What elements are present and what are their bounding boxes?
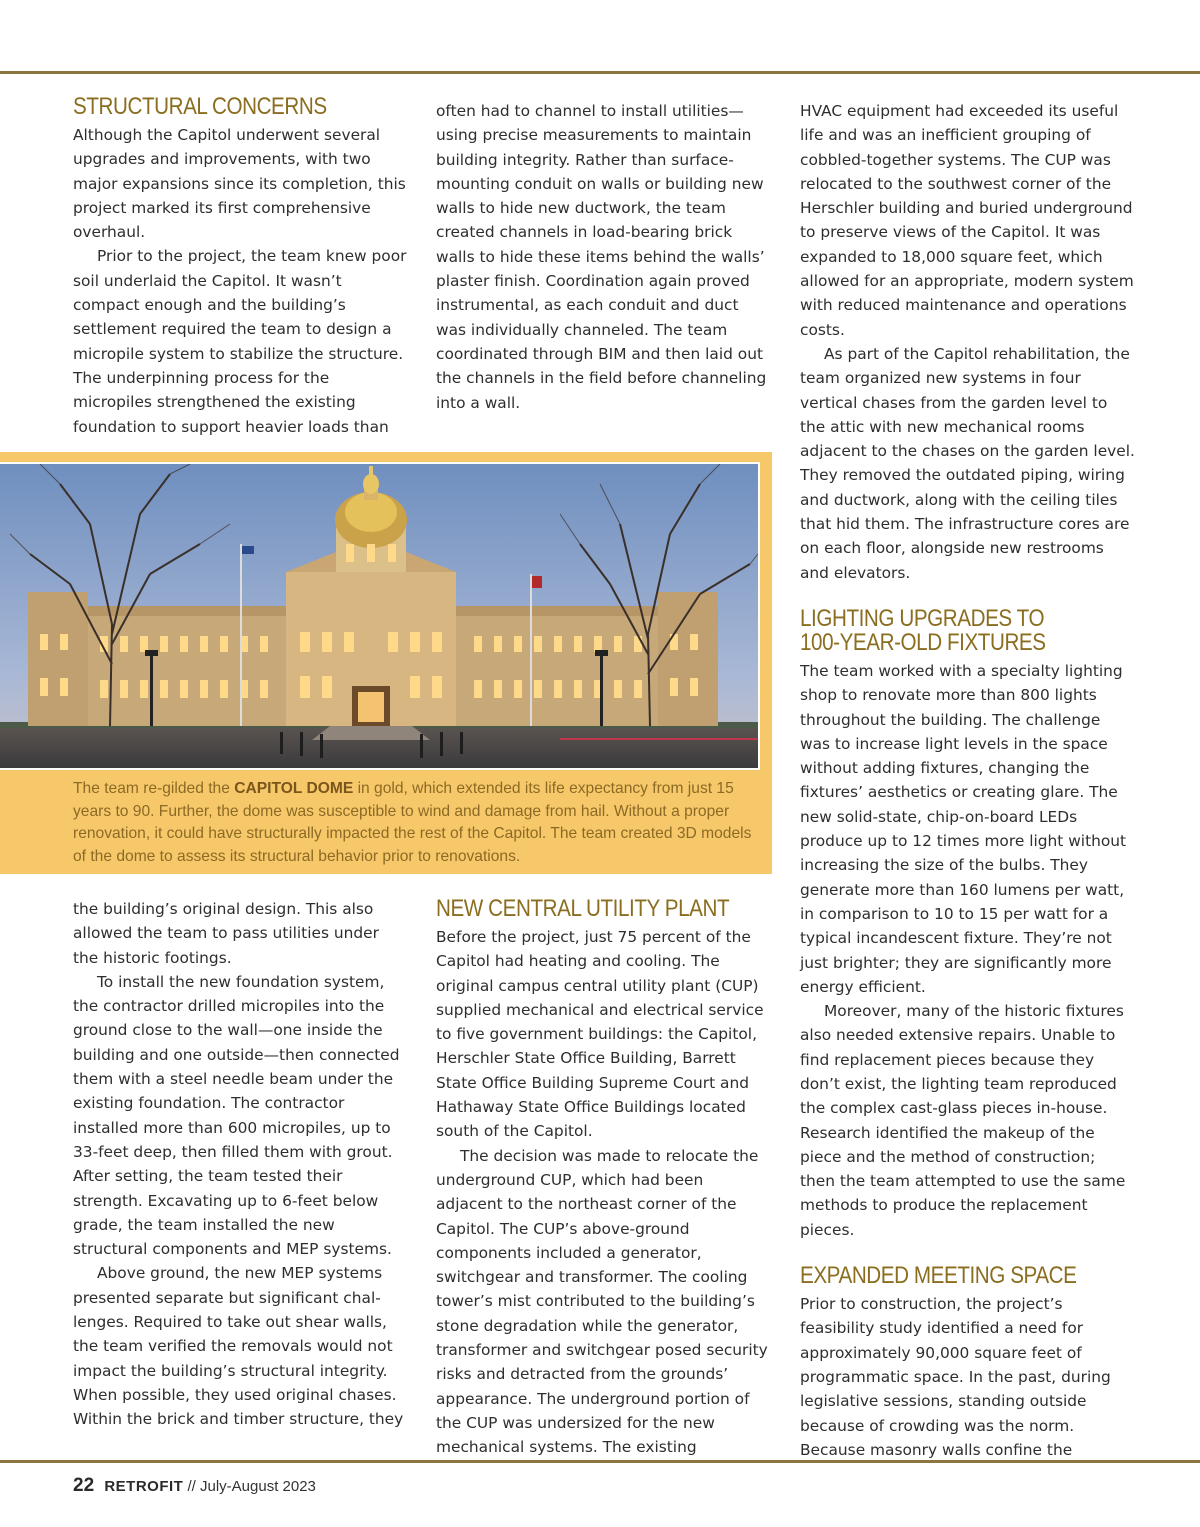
column-3 (800, 99, 1135, 1462)
paragraph: Prior to construction, the project’s feasibility study identified a need for approximately 90,000 square feet of programmatic space. In the past, during legislative sessions, standing outside because of crowding was the norm. Because masonry walls confine the (800, 1295, 1111, 1459)
bottom-rule (0, 1460, 1200, 1463)
paragraph: the building’s original design. This also allowed the team to pass utilities under the historic footings. (73, 900, 379, 967)
column-1-bottom (73, 897, 408, 1432)
section-heading-expanded-meeting-space: EXPANDED MEETING SPACE (800, 1262, 1077, 1290)
section-heading-new-central-utility-plant: NEW CENTRAL UTILITY PLANT (436, 895, 730, 922)
paragraph: Moreover, many of the historic fixtures also needed extensive repairs. Unable to find replacement pieces because they don’t exist, the lighting team reproduced the complex cast-glass pieces in-house. Research identified the makeup of the piece and the method of construction; then the team attempted to use the same methods to produce the replacement pieces. (800, 1002, 1126, 1239)
capitol-photo (0, 462, 760, 770)
heading-line: LIGHTING UPGRADES TO (800, 604, 1045, 632)
section-heading-lighting-upgrades (800, 604, 1088, 656)
top-rule (0, 71, 1200, 74)
caption-highlight: CAPITOL DOME (234, 780, 354, 797)
column-2-top (436, 99, 771, 415)
paragraph: Above ground, the new MEP systems presented separate but significant challenges. Required to take out shear walls, the team verified the removals would not impact the building’s structural integrity. When possible, they used original chases. Within the brick and timber structure, they (73, 1264, 404, 1429)
capitol-building-image (0, 464, 758, 768)
paragraph: To install the new foundation system, the contractor drilled micropiles into the ground close to the wall—one inside the building and one outside—then connected them with a steel needle beam under the existing foundation. The contractor installed more than 600 micropiles, up to 33-feet deep, then filled them with grout. After setting, the team tested their strength. Excavating up to 6-feet below grade, the team installed the new structural components and MEP systems. (73, 972, 400, 1259)
issue-date: // July-August 2023 (187, 1478, 316, 1495)
paragraph: often had to channel to install utilities—using precise measurements to maintain building integrity. Rather than surface-mounting conduit on walls or building new walls to hide new ductwork, the team created channels in load-bearing brick walls to hide these items behind the walls’ plaster finish. Coordination again proved instrumental, as each conduit and duct was individually channeled. The team coordinated through BIM and then laid out the channels in the field before channeling into a wall. (436, 102, 767, 412)
photo-caption-block (0, 452, 772, 874)
caption-text: in gold, which extended its life expectancy from just 15 years to 90. Further, the dome was susceptible to wind and damage from hail. Without a proper renovation, it could have structurally impacted the rest of the Capitol. The team created 3D models of the dome to assess its structural behavior prior to renovations. (73, 780, 752, 865)
magazine-name: RETROFIT (104, 1478, 184, 1495)
page-footer (73, 1475, 316, 1497)
paragraph: As part of the Capitol rehabilitation, the team organized new systems in four vertical chases from the garden level to the attic with new mechanical rooms adjacent to the chases on the garden level. They removed the outdated piping, wiring and ductwork, along with the ceiling tiles that hid them. The infrastructure cores are on each floor, alongside new restrooms and elevators. (800, 344, 1135, 582)
caption-text: The team re-gilded the (73, 780, 235, 797)
paragraph: The decision was made to relocate the underground CUP, which had been adjacent to the northeast corner of the Capitol. The CUP’s above-ground components included a generator, switchgear and transformer. The cooling tower’s mist contributed to the building’s stone degradation while the generator, transformer and switchgear posed security risks and detracted from the grounds’ appearance. The underground portion of the CUP was undersized for the new mechanical systems. The existing (436, 1146, 768, 1457)
paragraph: The team worked with a specialty lighting shop to renovate more than 800 lights throughout the building. The challenge was to increase light levels in the space without adding fixtures, changing the fixtures’ aesthetics or creating glare. The new solid-state, chip-on-board LEDs produce up to 12 times more light without increasing the size of the bulbs. They generate more than 160 lumens per watt, in comparison to 10 to 15 per watt for a typical incandescent fixture. They’re not just brighter; they are significantly more energy efficient. (800, 661, 1127, 996)
paragraph: Although the Capitol underwent several upgrades and improvements, with two major expansions since its completion, this project marked its first comprehensive overhaul. (73, 126, 406, 242)
paragraph: HVAC equipment had exceeded its useful life and was an inefficient grouping of cobbled-together systems. The CUP was relocated to the southwest corner of the Herschler building and buried underground to preserve views of the Capitol. It was expanded to 18,000 square feet, which allowed for an appropriate, modern system with reduced maintenance and operations costs. (800, 102, 1134, 339)
paragraph: Before the project, just 75 percent of the Capitol had heating and cooling. The original campus central utility plant (CUP) supplied mechanical and electrical service to five government buildings: the Capitol, Herschler State Office Building, Barrett State Office Building Supreme Court and Hathaway State Office Buildings located south of the Capitol. (436, 928, 764, 1141)
column-1-top (73, 95, 408, 439)
heading-line: 100-YEAR-OLD FIXTURES (800, 628, 1046, 656)
page-number: 22 (73, 1475, 95, 1496)
paragraph: Prior to the project, the team knew poor soil underlaid the Capitol. It wasn’t compact enough and the building’s settlement required the team to design a micropile system to stabilize the structure. The underpinning process for the micropiles strengthened the existing foundation to support heavier loads than (73, 247, 407, 436)
section-heading-structural-concerns: STRUCTURAL CONCERNS (73, 93, 327, 120)
photo-caption (73, 778, 765, 868)
column-2-bottom (436, 897, 771, 1460)
